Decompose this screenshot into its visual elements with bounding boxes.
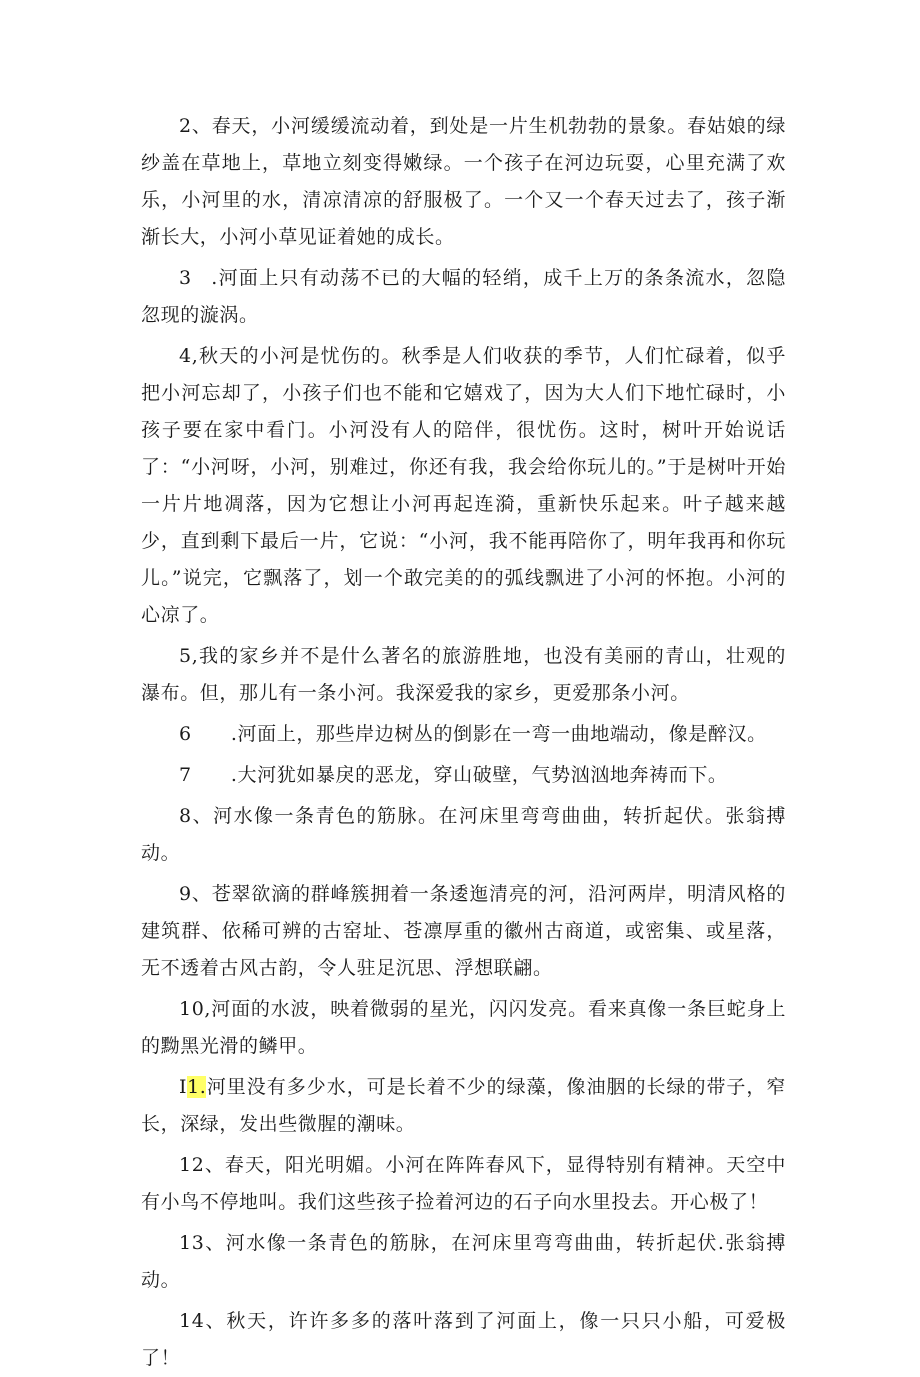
paragraph-14-text: 14、秋天，许许多多的落叶落到了河面上，像一只只小船，可爱极了！ <box>141 1310 786 1369</box>
paragraph-6 <box>141 716 786 753</box>
paragraph-5 <box>141 638 786 712</box>
paragraph-9 <box>141 876 786 987</box>
paragraph-10 <box>141 991 786 1065</box>
paragraph-3 <box>141 260 786 334</box>
document-body <box>141 108 786 1377</box>
paragraph-11 <box>141 1069 786 1143</box>
paragraph-7 <box>141 757 786 794</box>
paragraph-11-prefix: I <box>179 1076 188 1098</box>
paragraph-7-text: 7 .大河犹如暴戾的恶龙，穿山破壁，气势汹汹地奔祷而下。 <box>179 764 728 786</box>
paragraph-3-text: 3 .河面上只有动荡不已的大幅的轻绡，成千上万的条条流水，忽隐忽现的漩涡。 <box>141 267 786 326</box>
paragraph-13-text: 13、河水像一条青色的筋脉，在河床里弯弯曲曲，转折起伏.张翁搏动。 <box>141 1232 786 1291</box>
paragraph-4 <box>141 338 786 634</box>
paragraph-10-text: 10,河面的水波，映着微弱的星光，闪闪发亮。看来真像一条巨蛇身上的黝黑光滑的鳞甲。 <box>141 998 786 1057</box>
paragraph-8 <box>141 798 786 872</box>
paragraph-13 <box>141 1225 786 1299</box>
paragraph-11-text: 河里没有多少水，可是长着不少的绿藻，像油胭的长绿的带子，窄长，深绿，发出些微腥的潮味。 <box>141 1076 786 1135</box>
paragraph-12 <box>141 1147 786 1221</box>
paragraph-14 <box>141 1303 786 1377</box>
paragraph-2-text: 2、春天，小河缓缓流动着，到处是一片生机勃勃的景象。春姑娘的绿纱盖在草地上，草地立刻变得嫩绿。一个孩子在河边玩耍，心里充满了欢乐，小河里的水，清凉清凉的舒服极了。一个又一个春天过去了，孩子渐渐长大，小河小草见证着她的成长。 <box>141 115 786 248</box>
highlighted-number: 1. <box>187 1076 207 1098</box>
paragraph-6-text: 6 .河面上，那些岸边树丛的倒影在一弯一曲地端动，像是醉汉。 <box>179 723 767 745</box>
paragraph-5-text: 5,我的家乡并不是什么著名的旅游胜地，也没有美丽的青山，壮观的瀑布。但，那儿有一条小河。我深爱我的家乡，更爱那条小河。 <box>141 645 786 704</box>
paragraph-2 <box>141 108 786 256</box>
paragraph-9-text: 9、苍翠欲滴的群峰簇拥着一条逶迤清亮的河，沿河两岸，明清风格的建筑群、依稀可辨的古窑址、苍凛厚重的徽州古商道，或密集、或星落，无不透着古风古韵，令人驻足沉思、浮想联翩。 <box>141 883 786 979</box>
paragraph-12-text: 12、春天，阳光明媚。小河在阵阵春风下，显得特别有精神。天空中有小鸟不停地叫。我们这些孩子捡着河边的石子向水里投去。开心极了！ <box>141 1154 786 1213</box>
paragraph-4-text: 4,秋天的小河是忧伤的。秋季是人们收获的季节，人们忙碌着，似乎把小河忘却了，小孩子们也不能和它嬉戏了，因为大人们下地忙碌时，小孩子要在家中看门。小河没有人的陪伴，很忧伤。这时，树叶开始说话了：“小河呀，小河，别难过，你还有我，我会给你玩儿的。”于是树叶开始一片片地凋落，因为它想让小河再起连漪，重新快乐起来。叶子越来越少，直到剩下最后一片，它说：“小河，我不能再陪你了，明年我再和你玩儿。”说完，它飘落了，划一个敢完美的的弧线飘进了小河的怀抱。小河的心凉了。 <box>141 345 786 626</box>
paragraph-8-text: 8、河水像一条青色的筋脉。在河床里弯弯曲曲，转折起伏。张翁搏动。 <box>141 805 786 864</box>
